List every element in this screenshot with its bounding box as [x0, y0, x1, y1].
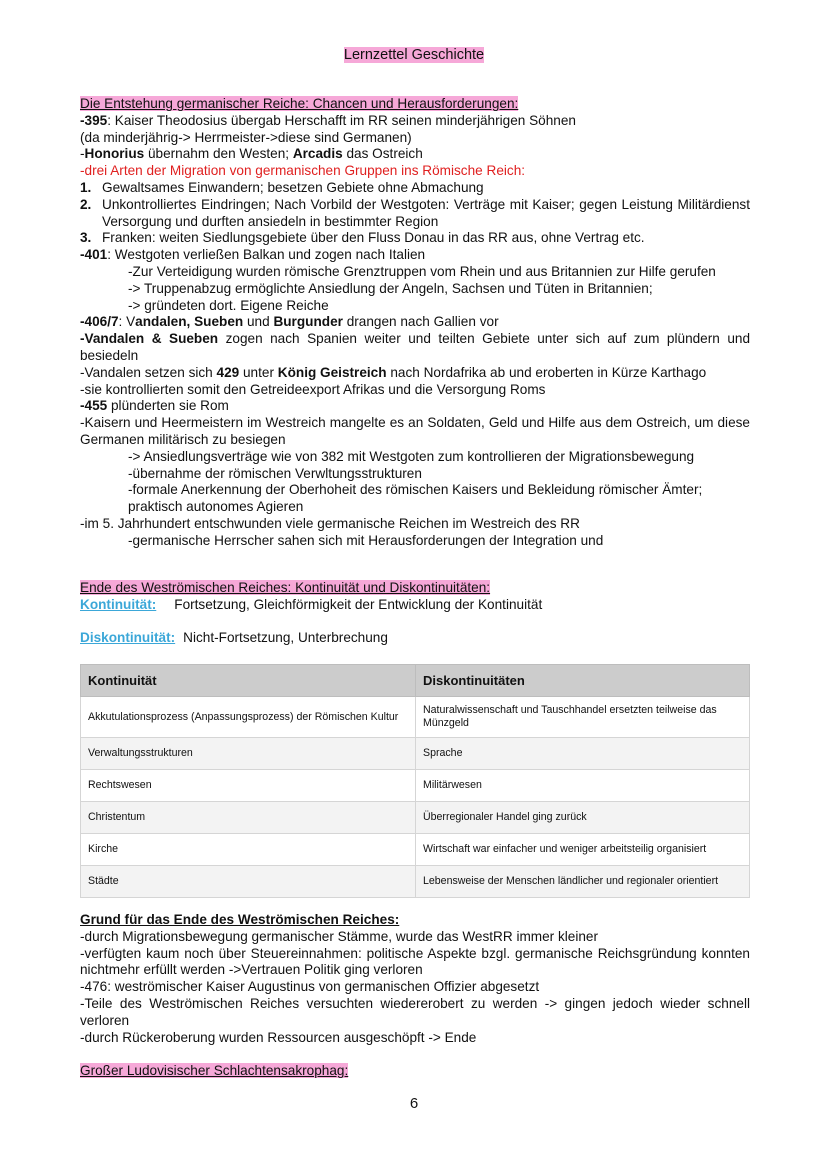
- line-401: -401: Westgoten verließen Balkan und zogen nach Italien: [80, 247, 426, 263]
- line-401-sub-1: -Zur Verteidigung wurden römische Grenztruppen vom Rhein und aus Britannien zur Hilfe gerufen: [128, 263, 716, 279]
- line-401-sub-2: -> Truppenabzug ermöglichte Ansiedlung der Angeln, Sachsen und Tüten in Britannien;: [128, 280, 653, 296]
- reason-line: -476: weströmischer Kaiser Augustinus von germanischen Offizier abgesetzt: [80, 979, 540, 995]
- line-401-sub-3: -> gründeten dort. Eigene Reiche: [128, 297, 329, 313]
- line-429: -Vandalen setzen sich 429 unter König Geistreich nach Nordafrika ab und eroberten in Kürze Karthago: [80, 364, 707, 380]
- table-cell: Lebensweise der Menschen ländlicher und regionaler orientiert: [416, 866, 750, 898]
- table-cell: Überregionaler Handel ging zurück: [416, 802, 750, 834]
- table-cell: Kirche: [81, 834, 416, 866]
- line-vandalen-sueben: -Vandalen & Sueben zogen nach Spanien weiter und teilten Gebiete unter sich auf zum plündern und besiedeln: [80, 331, 750, 363]
- comparison-table: [80, 664, 750, 898]
- table-cell: Städte: [81, 866, 416, 898]
- line-395-note: (da minderjährig-> Herrmeister->diese sind Germanen): [80, 129, 412, 145]
- title-block: [0, 46, 828, 64]
- migration-item-2: 2. Unkontrolliertes Eindringen; Nach Vorbild der Westgoten: Verträge mit Kaiser; gegen Leistung Militärdienst Versorgung und durften ansiedeln in bestimmter Region: [80, 196, 750, 229]
- section3-heading: Grund für das Ende des Weströmischen Reiches:: [80, 912, 400, 927]
- section-end-western-empire: [80, 580, 750, 646]
- line-455: -455 plünderten sie Rom: [80, 398, 229, 414]
- line-kaisern-sub-1: -> Ansiedlungsverträge wie von 382 mit Westgoten zum kontrollieren der Migrationsbewegung: [128, 448, 695, 464]
- migration-types-heading: -drei Arten der Migration von germanischen Gruppen ins Römische Reich:: [80, 163, 526, 179]
- page-number: 6: [409, 1095, 419, 1112]
- line-kaisern: -Kaisern und Heermeistern im Westreich mangelte es an Soldaten, Geld und Hilfe aus dem Ostreich, um diese Germanen militärisch zu besiegen: [80, 415, 750, 447]
- table-row: [81, 866, 750, 898]
- line-395: -395: Kaiser Theodosius übergab Herschafft im RR seinen minderjährigen Söhnen: [80, 112, 576, 128]
- kontinuitaet-definition: Kontinuität: Fortsetzung, Gleichförmigkeit der Entwicklung der Kontinuität: [80, 596, 543, 612]
- line-honorius: -Honorius übernahm den Westen; Arcadis das Ostreich: [80, 146, 423, 162]
- section4-heading: Großer Ludovisischer Schlachtensakrophag:: [80, 1063, 349, 1078]
- section-reasons: [80, 912, 750, 1046]
- section1-heading: Die Entstehung germanischer Reiche: Chancen und Herausforderungen:: [80, 96, 519, 111]
- table-cell: Sprache: [416, 738, 750, 770]
- table-row: [81, 834, 750, 866]
- table-cell: Christentum: [81, 802, 416, 834]
- table-row: [81, 770, 750, 802]
- section-germanic-kingdoms: [80, 96, 750, 550]
- table-cell: Wirtschaft war einfacher und weniger arbeitsteilig organisiert: [416, 834, 750, 866]
- line-406: -406/7: Vandalen, Sueben und Burgunder drangen nach Gallien vor: [80, 314, 499, 330]
- table-cell: Akkutulationsprozess (Anpassungsprozess) der Römischen Kultur: [81, 697, 416, 738]
- reason-line: -Teile des Weströmischen Reiches versuchten wiedererobert zu werden -> gingen jedoch wieder schnell verloren: [80, 995, 750, 1028]
- table-row: [81, 697, 750, 738]
- table-cell: Rechtswesen: [81, 770, 416, 802]
- table-cell: Verwaltungsstrukturen: [81, 738, 416, 770]
- table-header-kontinuitaet: Kontinuität: [81, 665, 416, 697]
- reason-line: -durch Migrationsbewegung germanischer Stämme, wurde das WestRR immer kleiner: [80, 928, 599, 944]
- diskontinuitaet-definition: Diskontinuität: Nicht-Fortsetzung, Unterbrechung: [80, 629, 388, 645]
- line-5-jahrhundert-sub: -germanische Herrscher sahen sich mit Herausforderungen der Integration und: [128, 532, 604, 548]
- section-sarcophagus: [80, 1063, 750, 1080]
- table-row: [81, 802, 750, 834]
- comparison-table-wrap: [80, 664, 750, 898]
- line-getreide: -sie kontrollierten somit den Getreideexport Afrikas und die Versorgung Roms: [80, 381, 546, 397]
- table-header-diskontinuitaeten: Diskontinuitäten: [416, 665, 750, 697]
- line-kaisern-sub-2: -übernahme der römischen Verwltungsstrukturen: [128, 465, 422, 481]
- line-5-jahrhundert: -im 5. Jahrhundert entschwunden viele germanische Reichen im Westreich des RR: [80, 515, 580, 531]
- table-cell: Naturalwissenschaft und Tauschhandel ersetzten teilweise das Münzgeld: [416, 697, 750, 738]
- migration-item-3: 3. Franken: weiten Siedlungsgebiete über den Fluss Donau in das RR aus, ohne Vertrag etc.: [80, 230, 645, 246]
- page-title: Lernzettel Geschichte: [343, 47, 485, 63]
- table-cell: Militärwesen: [416, 770, 750, 802]
- reason-line: -durch Rückeroberung wurden Ressourcen ausgeschöpft -> Ende: [80, 1029, 477, 1045]
- migration-item-1: 1. Gewaltsames Einwandern; besetzen Gebiete ohne Abmachung: [80, 179, 484, 195]
- reason-line: -verfügten kaum noch über Steuereinnahmen: politische Aspekte bzgl. germanische Reichsgründung konnten nichtmehr erfüllt werden ->Vertrauen Politik ging verloren: [80, 945, 750, 978]
- section2-heading: Ende des Weströmischen Reiches: Kontinuität und Diskontinuitäten:: [80, 580, 491, 595]
- line-kaisern-sub-3: -formale Anerkennung der Oberhoheit des römischen Kaisers und Bekleidung römischer Ämter; praktisch autonomes Agieren: [128, 482, 703, 515]
- table-row: [81, 738, 750, 770]
- table-header-row: [81, 665, 750, 697]
